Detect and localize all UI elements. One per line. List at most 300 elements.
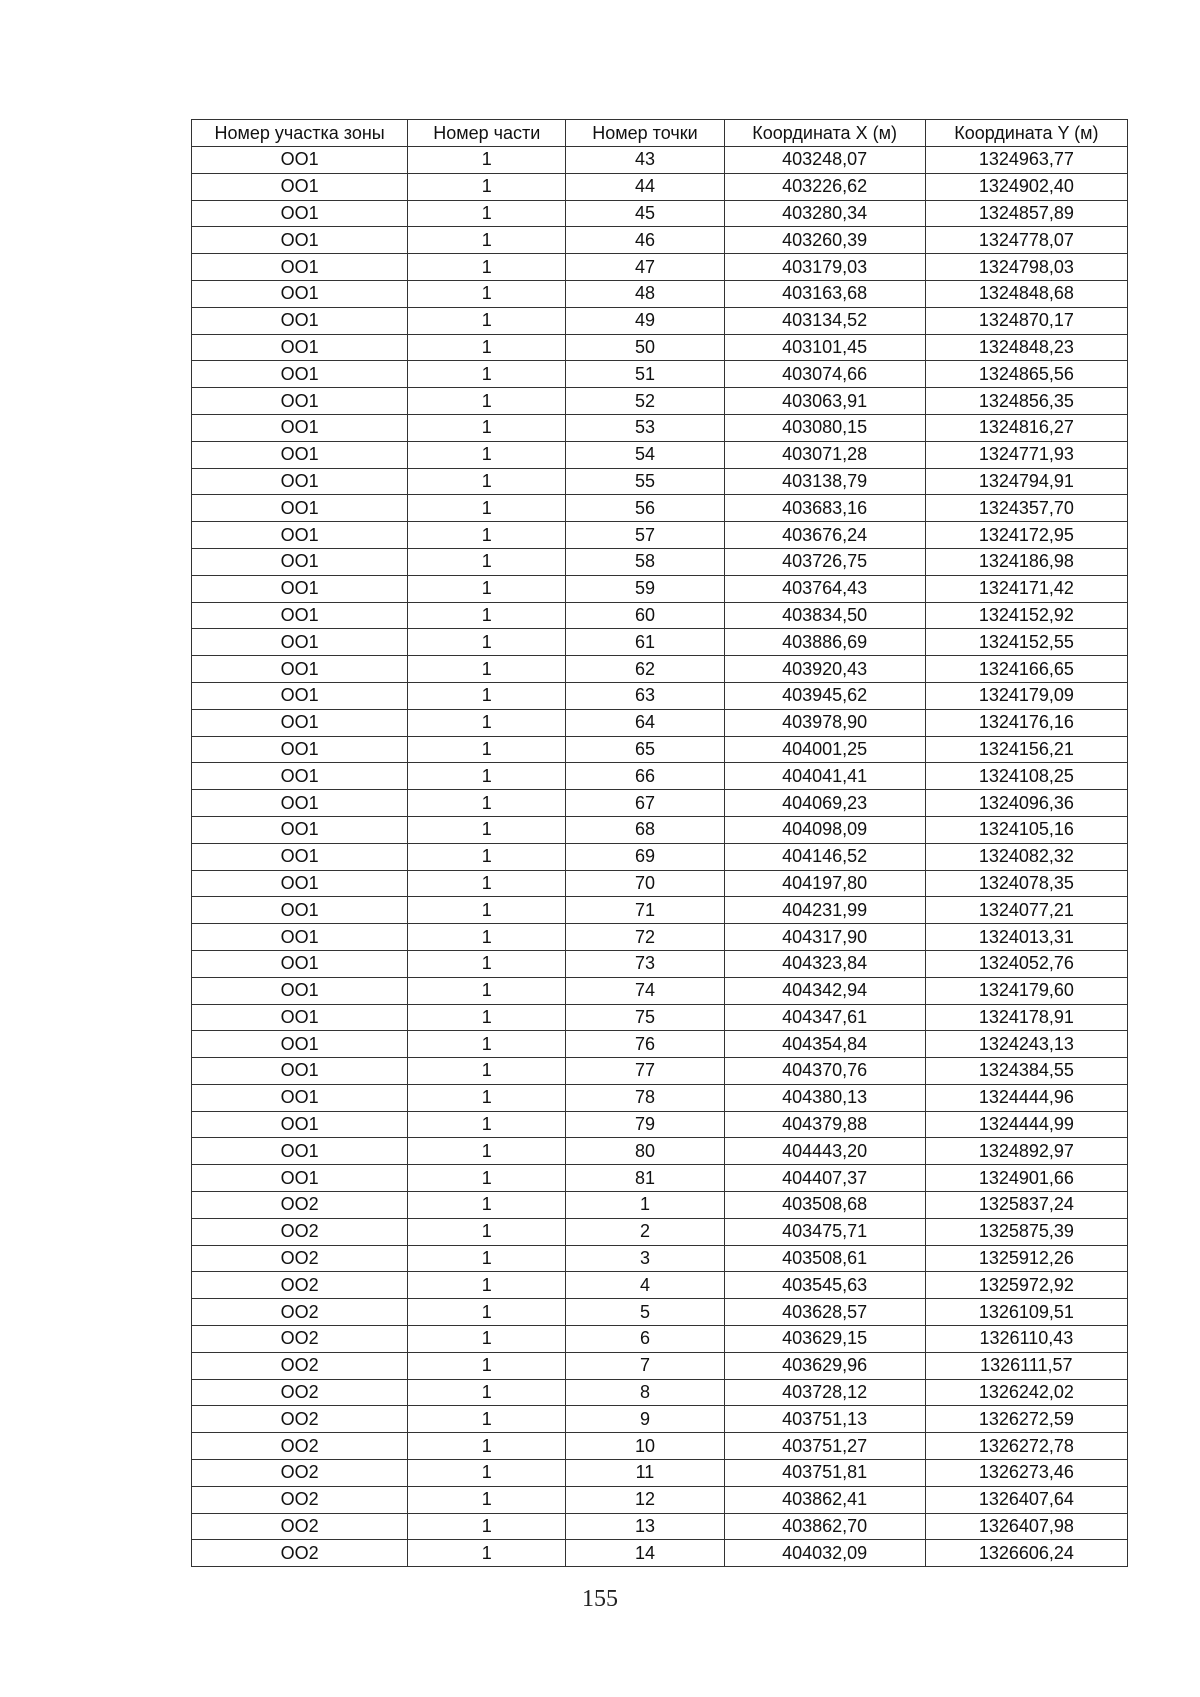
part-number-cell: 1 [408, 361, 566, 388]
coordinate-x-cell: 403978,90 [724, 709, 925, 736]
coordinate-x-cell: 403063,91 [724, 388, 925, 415]
coordinate-y-cell: 1324156,21 [925, 736, 1127, 763]
coordinate-x-cell: 403280,34 [724, 200, 925, 227]
coordinate-x-cell: 404069,23 [724, 790, 925, 817]
zone-number-cell: OO1 [192, 870, 408, 897]
zone-number-cell: OO1 [192, 388, 408, 415]
coordinate-y-cell: 1325875,39 [925, 1218, 1127, 1245]
table-row [192, 575, 1128, 602]
part-number-cell: 1 [408, 950, 566, 977]
coordinate-x-cell: 403629,15 [724, 1326, 925, 1353]
zone-number-cell: OO1 [192, 1138, 408, 1165]
table-row [192, 602, 1128, 629]
zone-number-cell: OO1 [192, 629, 408, 656]
header-row [192, 120, 1128, 147]
table-row [192, 361, 1128, 388]
point-number-cell: 63 [566, 682, 724, 709]
table-row [192, 1540, 1128, 1567]
table-row [192, 1218, 1128, 1245]
part-number-cell: 1 [408, 763, 566, 790]
coordinate-x-cell: 403074,66 [724, 361, 925, 388]
coordinate-y-cell: 1324870,17 [925, 307, 1127, 334]
coordinate-y-cell: 1324108,25 [925, 763, 1127, 790]
table-row [192, 522, 1128, 549]
coordinate-x-cell: 403071,28 [724, 441, 925, 468]
point-number-cell: 9 [566, 1406, 724, 1433]
coordinate-x-cell: 403138,79 [724, 468, 925, 495]
zone-number-cell: OO1 [192, 977, 408, 1004]
coordinate-y-cell: 1325912,26 [925, 1245, 1127, 1272]
point-number-cell: 53 [566, 414, 724, 441]
zone-number-cell: OO2 [192, 1513, 408, 1540]
part-number-cell: 1 [408, 1433, 566, 1460]
point-number-cell: 64 [566, 709, 724, 736]
coordinate-x-cell: 404323,84 [724, 950, 925, 977]
zone-number-cell: OO2 [192, 1218, 408, 1245]
coordinate-y-cell: 1324856,35 [925, 388, 1127, 415]
zone-number-cell: OO1 [192, 1165, 408, 1192]
coordinate-x-cell: 403545,63 [724, 1272, 925, 1299]
coordinate-y-cell: 1324172,95 [925, 522, 1127, 549]
coordinate-x-cell: 403248,07 [724, 147, 925, 174]
point-number-cell: 5 [566, 1299, 724, 1326]
point-number-cell: 57 [566, 522, 724, 549]
zone-number-cell: OO2 [192, 1486, 408, 1513]
zone-number-cell: OO1 [192, 1004, 408, 1031]
coordinate-x-cell: 404098,09 [724, 816, 925, 843]
point-number-cell: 73 [566, 950, 724, 977]
page-number: 155 [582, 1586, 618, 1612]
coordinate-x-cell: 403179,03 [724, 254, 925, 281]
point-number-cell: 56 [566, 495, 724, 522]
coordinate-x-cell: 403751,13 [724, 1406, 925, 1433]
coordinates-table [191, 119, 1128, 1567]
part-number-cell: 1 [408, 1058, 566, 1085]
zone-number-cell: OO2 [192, 1326, 408, 1353]
coordinate-x-cell: 403862,41 [724, 1486, 925, 1513]
coordinate-x-cell: 404443,20 [724, 1138, 925, 1165]
coordinate-y-cell: 1326407,64 [925, 1486, 1127, 1513]
part-number-cell: 1 [408, 200, 566, 227]
coordinate-x-cell: 404197,80 [724, 870, 925, 897]
point-number-cell: 69 [566, 843, 724, 870]
zone-number-cell: OO1 [192, 897, 408, 924]
point-number-cell: 3 [566, 1245, 724, 1272]
part-number-cell: 1 [408, 227, 566, 254]
point-number-cell: 1 [566, 1192, 724, 1219]
part-number-cell: 1 [408, 1084, 566, 1111]
table-row [192, 1084, 1128, 1111]
point-number-cell: 79 [566, 1111, 724, 1138]
coordinate-x-cell: 404370,76 [724, 1058, 925, 1085]
zone-number-cell: OO1 [192, 334, 408, 361]
coordinate-y-cell: 1326272,78 [925, 1433, 1127, 1460]
zone-number-cell: OO1 [192, 414, 408, 441]
coordinate-y-cell: 1324892,97 [925, 1138, 1127, 1165]
point-number-cell: 80 [566, 1138, 724, 1165]
part-number-cell: 1 [408, 1352, 566, 1379]
coordinate-y-cell: 1324848,68 [925, 280, 1127, 307]
coordinate-x-cell: 403508,61 [724, 1245, 925, 1272]
point-number-cell: 12 [566, 1486, 724, 1513]
coordinate-y-cell: 1324105,16 [925, 816, 1127, 843]
zone-number-cell: OO1 [192, 147, 408, 174]
table-row [192, 1406, 1128, 1433]
point-number-cell: 52 [566, 388, 724, 415]
coordinate-x-cell: 403134,52 [724, 307, 925, 334]
coordinate-x-cell: 404380,13 [724, 1084, 925, 1111]
part-number-cell: 1 [408, 602, 566, 629]
point-number-cell: 49 [566, 307, 724, 334]
coordinate-x-cell: 404041,41 [724, 763, 925, 790]
zone-number-cell: OO1 [192, 950, 408, 977]
coordinate-x-cell: 403629,96 [724, 1352, 925, 1379]
coordinate-x-cell: 404032,09 [724, 1540, 925, 1567]
part-number-cell: 1 [408, 1540, 566, 1567]
part-number-cell: 1 [408, 1486, 566, 1513]
zone-number-cell: OO1 [192, 495, 408, 522]
point-number-cell: 76 [566, 1031, 724, 1058]
table-row [192, 763, 1128, 790]
table-row [192, 414, 1128, 441]
point-number-cell: 45 [566, 200, 724, 227]
coordinate-x-cell: 404342,94 [724, 977, 925, 1004]
zone-number-cell: OO2 [192, 1540, 408, 1567]
coordinate-y-cell: 1324096,36 [925, 790, 1127, 817]
coordinate-y-cell: 1326272,59 [925, 1406, 1127, 1433]
coordinate-y-cell: 1324171,42 [925, 575, 1127, 602]
coordinate-y-cell: 1324179,09 [925, 682, 1127, 709]
part-number-cell: 1 [408, 1165, 566, 1192]
coordinate-y-cell: 1324243,13 [925, 1031, 1127, 1058]
zone-number-cell: OO1 [192, 575, 408, 602]
table-row [192, 709, 1128, 736]
table-row [192, 1192, 1128, 1219]
table-row [192, 843, 1128, 870]
table-row [192, 790, 1128, 817]
zone-number-cell: OO1 [192, 522, 408, 549]
table-row [192, 1004, 1128, 1031]
point-number-cell: 60 [566, 602, 724, 629]
point-number-cell: 51 [566, 361, 724, 388]
part-number-cell: 1 [408, 1218, 566, 1245]
coordinate-x-cell: 403751,27 [724, 1433, 925, 1460]
header-point-number: Номер точки [566, 120, 724, 147]
zone-number-cell: OO1 [192, 1084, 408, 1111]
table-row [192, 1379, 1128, 1406]
part-number-cell: 1 [408, 709, 566, 736]
header-coordinate-y: Координата Y (м) [925, 120, 1127, 147]
part-number-cell: 1 [408, 173, 566, 200]
part-number-cell: 1 [408, 1245, 566, 1272]
part-number-cell: 1 [408, 629, 566, 656]
zone-number-cell: OO1 [192, 736, 408, 763]
coordinate-x-cell: 403920,43 [724, 656, 925, 683]
table-row [192, 200, 1128, 227]
coordinate-x-cell: 404146,52 [724, 843, 925, 870]
coordinate-y-cell: 1324848,23 [925, 334, 1127, 361]
table-row [192, 147, 1128, 174]
part-number-cell: 1 [408, 147, 566, 174]
point-number-cell: 62 [566, 656, 724, 683]
part-number-cell: 1 [408, 736, 566, 763]
part-number-cell: 1 [408, 924, 566, 951]
table-row [192, 682, 1128, 709]
point-number-cell: 43 [566, 147, 724, 174]
table-row [192, 977, 1128, 1004]
coordinate-y-cell: 1324052,76 [925, 950, 1127, 977]
coordinate-y-cell: 1326242,02 [925, 1379, 1127, 1406]
coordinate-y-cell: 1326110,43 [925, 1326, 1127, 1353]
coordinate-x-cell: 403764,43 [724, 575, 925, 602]
table-row [192, 1352, 1128, 1379]
part-number-cell: 1 [408, 254, 566, 281]
point-number-cell: 75 [566, 1004, 724, 1031]
zone-number-cell: OO2 [192, 1406, 408, 1433]
part-number-cell: 1 [408, 1326, 566, 1353]
part-number-cell: 1 [408, 682, 566, 709]
zone-number-cell: OO1 [192, 280, 408, 307]
table-row [192, 1111, 1128, 1138]
table-row [192, 1486, 1128, 1513]
part-number-cell: 1 [408, 790, 566, 817]
coordinate-y-cell: 1324178,91 [925, 1004, 1127, 1031]
coordinate-y-cell: 1326111,57 [925, 1352, 1127, 1379]
part-number-cell: 1 [408, 656, 566, 683]
part-number-cell: 1 [408, 1460, 566, 1487]
part-number-cell: 1 [408, 495, 566, 522]
part-number-cell: 1 [408, 977, 566, 1004]
zone-number-cell: OO1 [192, 1031, 408, 1058]
coordinate-x-cell: 403628,57 [724, 1299, 925, 1326]
part-number-cell: 1 [408, 307, 566, 334]
coordinate-y-cell: 1326606,24 [925, 1540, 1127, 1567]
table-row [192, 1460, 1128, 1487]
coordinate-x-cell: 403945,62 [724, 682, 925, 709]
part-number-cell: 1 [408, 816, 566, 843]
table-row [192, 1138, 1128, 1165]
point-number-cell: 10 [566, 1433, 724, 1460]
zone-number-cell: OO1 [192, 548, 408, 575]
coordinate-y-cell: 1324013,31 [925, 924, 1127, 951]
coordinate-y-cell: 1324794,91 [925, 468, 1127, 495]
table-body [192, 147, 1128, 1567]
coordinate-x-cell: 403834,50 [724, 602, 925, 629]
table-row [192, 736, 1128, 763]
part-number-cell: 1 [408, 414, 566, 441]
part-number-cell: 1 [408, 1513, 566, 1540]
part-number-cell: 1 [408, 1138, 566, 1165]
point-number-cell: 50 [566, 334, 724, 361]
part-number-cell: 1 [408, 897, 566, 924]
coordinate-y-cell: 1324798,03 [925, 254, 1127, 281]
coordinate-y-cell: 1324078,35 [925, 870, 1127, 897]
point-number-cell: 7 [566, 1352, 724, 1379]
part-number-cell: 1 [408, 1299, 566, 1326]
part-number-cell: 1 [408, 468, 566, 495]
coordinate-y-cell: 1324152,92 [925, 602, 1127, 629]
table-row [192, 334, 1128, 361]
coordinate-y-cell: 1324816,27 [925, 414, 1127, 441]
point-number-cell: 70 [566, 870, 724, 897]
part-number-cell: 1 [408, 388, 566, 415]
zone-number-cell: OO2 [192, 1245, 408, 1272]
zone-number-cell: OO1 [192, 441, 408, 468]
zone-number-cell: OO1 [192, 763, 408, 790]
table-row [192, 548, 1128, 575]
table-row [192, 495, 1128, 522]
coordinate-y-cell: 1326407,98 [925, 1513, 1127, 1540]
part-number-cell: 1 [408, 441, 566, 468]
zone-number-cell: OO1 [192, 656, 408, 683]
point-number-cell: 13 [566, 1513, 724, 1540]
zone-number-cell: OO2 [192, 1460, 408, 1487]
coordinate-y-cell: 1324771,93 [925, 441, 1127, 468]
table-row [192, 1299, 1128, 1326]
zone-number-cell: OO1 [192, 468, 408, 495]
point-number-cell: 71 [566, 897, 724, 924]
zone-number-cell: OO1 [192, 1058, 408, 1085]
point-number-cell: 47 [566, 254, 724, 281]
table-row [192, 1513, 1128, 1540]
coordinate-x-cell: 404231,99 [724, 897, 925, 924]
zone-number-cell: OO1 [192, 682, 408, 709]
coordinate-y-cell: 1324444,99 [925, 1111, 1127, 1138]
zone-number-cell: OO1 [192, 200, 408, 227]
part-number-cell: 1 [408, 843, 566, 870]
point-number-cell: 46 [566, 227, 724, 254]
table-row [192, 1272, 1128, 1299]
coordinate-y-cell: 1324902,40 [925, 173, 1127, 200]
coordinate-y-cell: 1324186,98 [925, 548, 1127, 575]
coordinate-x-cell: 403508,68 [724, 1192, 925, 1219]
part-number-cell: 1 [408, 1406, 566, 1433]
point-number-cell: 44 [566, 173, 724, 200]
zone-number-cell: OO2 [192, 1192, 408, 1219]
coordinate-y-cell: 1324865,56 [925, 361, 1127, 388]
table-row [192, 388, 1128, 415]
zone-number-cell: OO1 [192, 254, 408, 281]
table-row [192, 1433, 1128, 1460]
part-number-cell: 1 [408, 1272, 566, 1299]
table-row [192, 924, 1128, 951]
coordinate-y-cell: 1324901,66 [925, 1165, 1127, 1192]
point-number-cell: 74 [566, 977, 724, 1004]
table-row [192, 1165, 1128, 1192]
coordinate-y-cell: 1324444,96 [925, 1084, 1127, 1111]
coordinate-y-cell: 1324166,65 [925, 656, 1127, 683]
coordinate-x-cell: 403683,16 [724, 495, 925, 522]
coordinate-y-cell: 1326273,46 [925, 1460, 1127, 1487]
coordinate-y-cell: 1324082,32 [925, 843, 1127, 870]
coordinate-x-cell: 404317,90 [724, 924, 925, 951]
zone-number-cell: OO1 [192, 843, 408, 870]
coordinate-x-cell: 404347,61 [724, 1004, 925, 1031]
coordinate-y-cell: 1324778,07 [925, 227, 1127, 254]
table-row [192, 441, 1128, 468]
coordinate-x-cell: 403726,75 [724, 548, 925, 575]
coordinate-y-cell: 1324152,55 [925, 629, 1127, 656]
point-number-cell: 54 [566, 441, 724, 468]
coordinate-y-cell: 1324963,77 [925, 147, 1127, 174]
table-row [192, 1326, 1128, 1353]
zone-number-cell: OO1 [192, 602, 408, 629]
coordinate-x-cell: 403226,62 [724, 173, 925, 200]
part-number-cell: 1 [408, 280, 566, 307]
coordinate-y-cell: 1324176,16 [925, 709, 1127, 736]
coordinate-x-cell: 403751,81 [724, 1460, 925, 1487]
zone-number-cell: OO2 [192, 1433, 408, 1460]
coordinate-x-cell: 403260,39 [724, 227, 925, 254]
part-number-cell: 1 [408, 548, 566, 575]
coordinate-x-cell: 403886,69 [724, 629, 925, 656]
zone-number-cell: OO1 [192, 924, 408, 951]
zone-number-cell: OO2 [192, 1352, 408, 1379]
coordinate-x-cell: 404354,84 [724, 1031, 925, 1058]
zone-number-cell: OO1 [192, 709, 408, 736]
zone-number-cell: OO1 [192, 227, 408, 254]
part-number-cell: 1 [408, 1379, 566, 1406]
point-number-cell: 58 [566, 548, 724, 575]
coordinate-x-cell: 403862,70 [724, 1513, 925, 1540]
part-number-cell: 1 [408, 1031, 566, 1058]
point-number-cell: 48 [566, 280, 724, 307]
coordinate-x-cell: 404001,25 [724, 736, 925, 763]
point-number-cell: 4 [566, 1272, 724, 1299]
coordinate-x-cell: 403475,71 [724, 1218, 925, 1245]
point-number-cell: 67 [566, 790, 724, 817]
table-row [192, 227, 1128, 254]
coordinate-y-cell: 1324179,60 [925, 977, 1127, 1004]
part-number-cell: 1 [408, 1192, 566, 1219]
header-part-number: Номер части [408, 120, 566, 147]
coordinate-x-cell: 404407,37 [724, 1165, 925, 1192]
coordinate-x-cell: 403728,12 [724, 1379, 925, 1406]
table-row [192, 870, 1128, 897]
header-coordinate-x: Координата X (м) [724, 120, 925, 147]
table-row [192, 307, 1128, 334]
table-row [192, 897, 1128, 924]
zone-number-cell: OO1 [192, 1111, 408, 1138]
coordinate-y-cell: 1324077,21 [925, 897, 1127, 924]
point-number-cell: 68 [566, 816, 724, 843]
part-number-cell: 1 [408, 1004, 566, 1031]
table-row [192, 173, 1128, 200]
point-number-cell: 6 [566, 1326, 724, 1353]
table-row [192, 254, 1128, 281]
table-row [192, 1058, 1128, 1085]
table-row [192, 280, 1128, 307]
zone-number-cell: OO1 [192, 173, 408, 200]
coordinate-y-cell: 1325837,24 [925, 1192, 1127, 1219]
table-row [192, 1245, 1128, 1272]
part-number-cell: 1 [408, 334, 566, 361]
table-row [192, 816, 1128, 843]
coordinate-x-cell: 404379,88 [724, 1111, 925, 1138]
table-row [192, 629, 1128, 656]
table-row [192, 468, 1128, 495]
point-number-cell: 72 [566, 924, 724, 951]
zone-number-cell: OO1 [192, 790, 408, 817]
point-number-cell: 65 [566, 736, 724, 763]
part-number-cell: 1 [408, 1111, 566, 1138]
point-number-cell: 11 [566, 1460, 724, 1487]
coordinate-x-cell: 403080,15 [724, 414, 925, 441]
part-number-cell: 1 [408, 575, 566, 602]
point-number-cell: 59 [566, 575, 724, 602]
point-number-cell: 78 [566, 1084, 724, 1111]
zone-number-cell: OO2 [192, 1272, 408, 1299]
